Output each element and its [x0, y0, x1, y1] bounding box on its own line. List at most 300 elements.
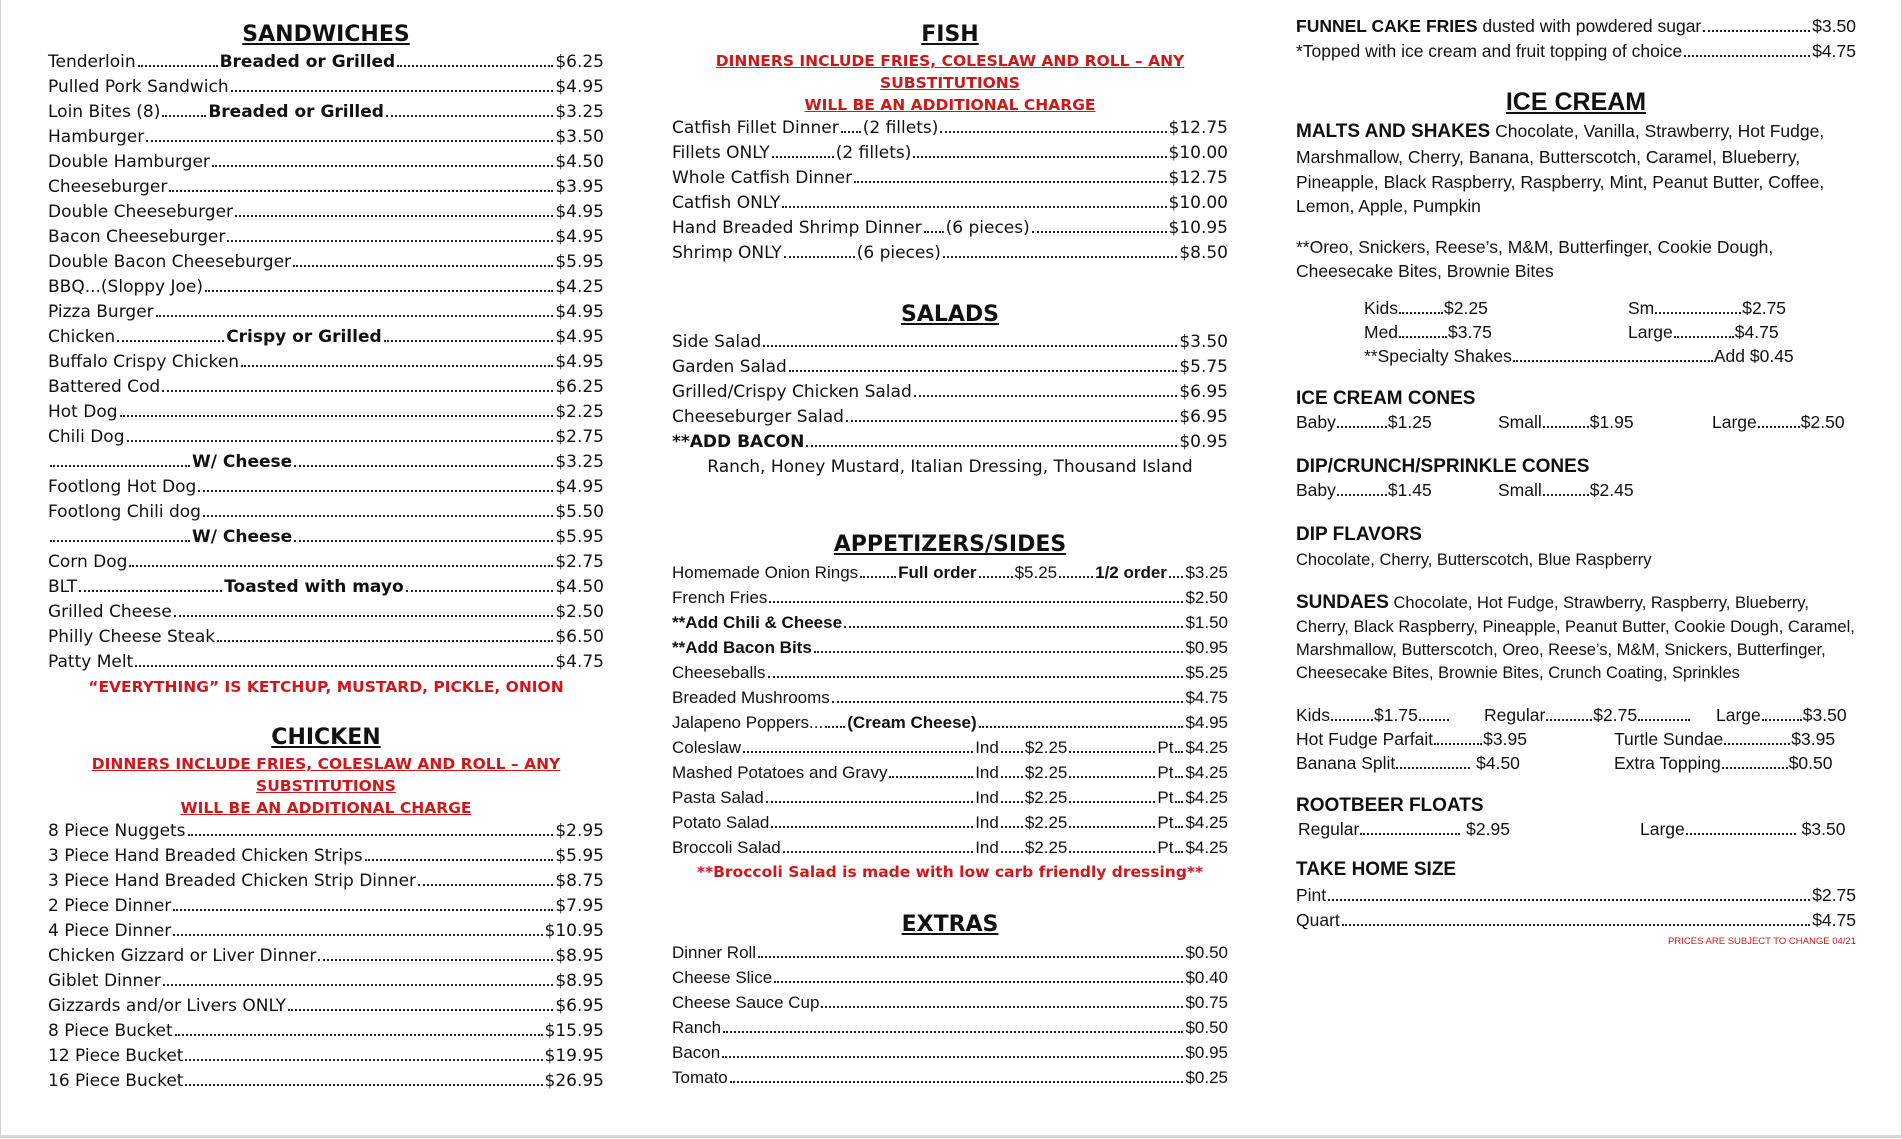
- sundae-large: [1716, 705, 1847, 726]
- item-price: $1.50: [1185, 613, 1228, 632]
- item-name: Chicken Gizzard or Liver Dinner: [48, 946, 317, 966]
- dip-cone-baby: [1296, 480, 1432, 501]
- side-name: Pasta Salad: [672, 788, 764, 807]
- item-price: $4.95: [555, 202, 604, 222]
- sandwich-row: [48, 400, 604, 425]
- shake-prices: [1296, 296, 1856, 372]
- item-price: $4.50: [555, 152, 604, 172]
- leader: [162, 115, 206, 117]
- item-name: Catfish Fillet Dinner: [672, 118, 839, 138]
- broccoli-note: **Broccoli Salad is made with low carb friendly dressing**: [696, 863, 1204, 881]
- item-name: Grilled/Crispy Chicken Salad: [672, 382, 912, 402]
- item-price: $6.95: [555, 996, 604, 1016]
- item-name: Cheese Sauce Cup: [672, 993, 820, 1012]
- leader: [1175, 826, 1183, 828]
- appetizer-row: [672, 710, 1228, 735]
- leader: [889, 776, 973, 778]
- sundaes-flavors: Chocolate, Hot Fudge, Strawberry, Raspberry, Blueberry, Cherry, Black Raspberry, Pineapple, Peanut Butter, Cookie Dough, Caramel, Marshmallow, Butterscotch, Oreo, Reese’s, M&M, Snickers, Butterfinger, Cheesecake Bites, Brownie Bites, Crunch Coating, Sprinkles: [1296, 594, 1855, 682]
- item-name: Gizzards and/or Livers ONLY: [48, 996, 287, 1016]
- leader: [1175, 801, 1183, 803]
- item-name: Cheese Slice: [672, 968, 773, 987]
- appetizer-row: [672, 610, 1228, 635]
- item-name: **Add Bacon Bits: [672, 638, 812, 657]
- leader: [175, 1034, 543, 1036]
- fish-row: [672, 166, 1228, 191]
- leader: [212, 165, 553, 167]
- item-name: Ranch: [672, 1018, 722, 1037]
- side-pt-label: Pt: [1157, 813, 1174, 832]
- leader: [914, 395, 1178, 397]
- item-name: 8 Piece Bucket: [48, 1021, 173, 1041]
- shake-kids-label: Kids: [1364, 297, 1399, 318]
- leader: [913, 156, 1166, 158]
- float-large: [1640, 819, 1845, 840]
- side-ind-label: Ind: [975, 813, 999, 832]
- item-name: Chicken: [48, 327, 116, 347]
- item-price: $5.95: [555, 846, 604, 866]
- side-pt-price: $4.25: [1185, 763, 1228, 782]
- item-name: Philly Cheese Steak: [48, 627, 216, 647]
- side-name: Mashed Potatoes and Gravy: [672, 763, 888, 782]
- cones-title: ICE CREAM CONES: [1296, 387, 1476, 409]
- sundae-turtle: [1614, 729, 1835, 750]
- item-name: Cheeseburger Salad: [672, 407, 844, 427]
- fish-row: [672, 141, 1228, 166]
- leader: [846, 420, 1177, 422]
- item-price: $5.95: [555, 252, 604, 272]
- extra-row: [672, 1015, 1228, 1040]
- cone-large-price: $2.50: [1800, 411, 1845, 432]
- item-name: Bacon Cheeseburger: [48, 227, 226, 247]
- funnel-cake-row: [1296, 14, 1856, 39]
- salad-row: [672, 430, 1228, 455]
- price-change-footnote: PRICES ARE SUBJECT TO CHANGE 04/21: [1668, 936, 1856, 947]
- leader: [1328, 899, 1810, 901]
- sandwich-row: [48, 350, 604, 375]
- salad-list: [672, 330, 1228, 455]
- leader: [406, 590, 554, 592]
- item-name: Double Cheeseburger: [48, 202, 234, 222]
- side-pt-price: $4.25: [1185, 738, 1228, 757]
- item-price: $3.25: [555, 452, 604, 472]
- item-price: $10.95: [1168, 218, 1228, 238]
- sandwich-row: [48, 225, 604, 250]
- shake-kids: [1364, 296, 1488, 321]
- funnel-cake-desc: dusted with powdered sugar: [1482, 16, 1702, 36]
- leader: [1175, 751, 1183, 753]
- leader: [844, 626, 1183, 628]
- column-left: [48, 20, 604, 1094]
- item-name: Jalapeno Poppers...: [672, 713, 824, 732]
- leader: [1175, 776, 1183, 778]
- leader: [231, 90, 554, 92]
- sundae-large-price: $3.50: [1802, 705, 1847, 725]
- item-price: $0.95: [1179, 432, 1228, 452]
- malts-shakes: [1296, 119, 1856, 219]
- item-price: $5.95: [555, 527, 604, 547]
- chicken-row: [48, 869, 604, 894]
- extra-row: [672, 1065, 1228, 1090]
- item-name: Cheeseballs: [672, 663, 766, 682]
- cone-baby: [1296, 412, 1432, 433]
- take-home-pint: [1296, 883, 1856, 908]
- side-ind-price: $2.25: [1024, 813, 1068, 832]
- chicken-row: [48, 1019, 604, 1044]
- sandwich-list: [48, 50, 604, 675]
- leader: [1337, 426, 1387, 428]
- leader: [771, 826, 973, 828]
- salad-row: [672, 330, 1228, 355]
- leader: [217, 640, 553, 642]
- sandwich-row: [48, 450, 604, 475]
- item-option: W/ Cheese: [192, 527, 293, 547]
- leader: [768, 676, 1184, 678]
- onion-rings-name: Homemade Onion Rings: [672, 563, 859, 582]
- shake-large-price: $4.75: [1734, 321, 1779, 342]
- salad-row: [672, 355, 1228, 380]
- take-home-title: TAKE HOME SIZE: [1296, 859, 1457, 880]
- item-option: Breaded or Grilled: [208, 102, 384, 122]
- shake-sm-price: $2.75: [1742, 297, 1787, 318]
- shake-large: [1628, 320, 1779, 345]
- sundae-kids: [1296, 705, 1450, 726]
- leader: [1001, 776, 1023, 778]
- item-price: $2.50: [555, 602, 604, 622]
- item-name: Tenderloin: [48, 52, 136, 72]
- leader: [774, 981, 1183, 983]
- chicken-row: [48, 1044, 604, 1069]
- shake-med-label: Med: [1364, 321, 1399, 342]
- chicken-row: [48, 894, 604, 919]
- item-name: Pulled Pork Sandwich: [48, 77, 229, 97]
- shake-sm-label: Sm: [1628, 297, 1655, 318]
- salad-row: [672, 405, 1228, 430]
- chicken-note-line1: DINNERS INCLUDE FRIES, COLESLAW AND ROLL – ANY SUBSTITUTIONS: [91, 755, 561, 795]
- leader: [1069, 826, 1155, 828]
- side-pt-label: Pt: [1157, 838, 1174, 857]
- item-price: $6.95: [1179, 382, 1228, 402]
- sundae-split: [1296, 753, 1520, 774]
- leader: [789, 370, 1177, 372]
- item-name: Tomato: [672, 1068, 728, 1087]
- onion-half-price: $3.25: [1185, 563, 1228, 582]
- item-price: $5.75: [1179, 357, 1228, 377]
- take-home-quart: [1296, 908, 1856, 933]
- leader: [854, 181, 1166, 183]
- shake-med: [1364, 320, 1492, 345]
- float-large-label: Large: [1640, 819, 1685, 839]
- sandwich-row: [48, 425, 604, 450]
- side-row: [672, 735, 1228, 760]
- item-price: $2.25: [555, 402, 604, 422]
- leader: [120, 415, 554, 417]
- sandwich-row: [48, 625, 604, 650]
- side-name: Coleslaw: [672, 738, 741, 757]
- leader: [1169, 576, 1184, 578]
- item-name: French Fries: [672, 588, 768, 607]
- leader: [1069, 751, 1155, 753]
- onion-full-price: $5.25: [1014, 563, 1058, 582]
- cone-baby-label: Baby: [1296, 411, 1336, 432]
- leader: [1674, 336, 1734, 338]
- leader: [821, 1006, 1183, 1008]
- leader: [185, 1059, 542, 1061]
- leader: [782, 206, 1166, 208]
- leader: [288, 1009, 553, 1011]
- sandwich-row: [48, 500, 604, 525]
- fish-note-line2: WILL BE AN ADDITIONAL CHARGE: [804, 96, 1096, 114]
- leader: [1399, 336, 1447, 338]
- sundae-split-price: $4.50: [1476, 753, 1520, 773]
- item-name: Battered Cod: [48, 377, 161, 397]
- side-ind-price: $2.25: [1024, 788, 1068, 807]
- chicken-row: [48, 1069, 604, 1094]
- fish-title: FISH: [921, 22, 979, 47]
- leader: [294, 465, 553, 467]
- leader: [173, 934, 542, 936]
- side-pt-label: Pt: [1157, 763, 1174, 782]
- item-price: $4.95: [555, 352, 604, 372]
- leader: [766, 801, 974, 803]
- dip-cones-title: DIP/CRUNCH/SPRINKLE CONES: [1296, 455, 1590, 477]
- side-row: [672, 785, 1228, 810]
- leader: [769, 601, 1183, 603]
- side-pt-price: $4.25: [1185, 788, 1228, 807]
- item-name: BLT: [48, 577, 78, 597]
- item-name: Footlong Chili dog: [48, 502, 201, 522]
- item-price: $5.50: [555, 502, 604, 522]
- leader: [825, 726, 845, 728]
- appetizer-row: [672, 635, 1228, 660]
- item-name: 16 Piece Bucket: [48, 1071, 184, 1091]
- item-option: (6 pieces): [945, 218, 1030, 238]
- sandwich-row: [48, 550, 604, 575]
- sandwiches-note: “EVERYTHING” IS KETCHUP, MUSTARD, PICKLE, ONION: [88, 678, 564, 696]
- side-pt-price: $4.25: [1185, 813, 1228, 832]
- item-price: $10.95: [544, 921, 604, 941]
- shake-med-price: $3.75: [1448, 321, 1492, 342]
- item-name: Grilled Cheese: [48, 602, 172, 622]
- quart-price: $4.75: [1812, 909, 1856, 930]
- leader: [1001, 751, 1023, 753]
- funnel-topped-text: *Topped with ice cream and fruit topping of choice: [1296, 40, 1683, 61]
- side-ind-label: Ind: [975, 788, 999, 807]
- sundae-kids-price: $1.75: [1374, 705, 1418, 725]
- side-pt-label: Pt: [1157, 738, 1174, 757]
- sandwich-row: [48, 150, 604, 175]
- leader: [156, 315, 554, 317]
- leader: [723, 1031, 1183, 1033]
- item-name: Breaded Mushrooms: [672, 688, 830, 707]
- item-option: (Cream Cheese): [847, 713, 977, 732]
- item-price: $0.95: [1185, 1043, 1228, 1062]
- dip-cones-prices: [1296, 480, 1856, 506]
- chicken-list: [48, 819, 604, 1094]
- item-name: Pizza Burger: [48, 302, 154, 322]
- leader: [138, 65, 218, 67]
- leader: [1360, 833, 1460, 835]
- dip-cone-small-price: $2.45: [1589, 479, 1634, 500]
- item-price: $4.95: [555, 327, 604, 347]
- sandwich-row: [48, 600, 604, 625]
- item-price: $8.50: [1179, 243, 1228, 263]
- leader: [832, 701, 1184, 703]
- leader: [117, 340, 224, 342]
- item-price: $4.25: [555, 277, 604, 297]
- leader: [79, 590, 222, 592]
- extras-list: [672, 940, 1228, 1090]
- fish-list: [672, 116, 1228, 266]
- leader: [1762, 719, 1802, 721]
- chicken-row: [48, 919, 604, 944]
- column-middle: [672, 20, 1228, 1090]
- onion-half-label: 1/2 order: [1095, 563, 1167, 582]
- side-pt-label: Pt: [1157, 788, 1174, 807]
- chicken-row: [48, 994, 604, 1019]
- sundae-regular: [1484, 705, 1691, 726]
- item-price: $4.50: [555, 577, 604, 597]
- leader: [203, 515, 553, 517]
- side-name: Broccoli Salad: [672, 838, 781, 857]
- item-option: (2 fillets): [862, 118, 939, 138]
- item-name: Hot Dog: [48, 402, 118, 422]
- leader: [1001, 851, 1023, 853]
- item-price: $0.50: [1185, 1018, 1228, 1037]
- leader: [979, 726, 1184, 728]
- leader: [1069, 801, 1155, 803]
- side-row: [672, 835, 1228, 860]
- item-name: Double Hamburger: [48, 152, 210, 172]
- sundae-topping-label: Extra Topping: [1614, 753, 1721, 773]
- onion-rings-row: [672, 560, 1228, 585]
- side-ind-label: Ind: [975, 738, 999, 757]
- leader: [293, 265, 553, 267]
- item-price: $3.95: [555, 177, 604, 197]
- leader: [127, 440, 554, 442]
- leader: [1331, 719, 1373, 721]
- item-price: $6.25: [555, 377, 604, 397]
- leader: [50, 465, 190, 467]
- item-price: $8.95: [555, 946, 604, 966]
- sandwich-row: [48, 650, 604, 675]
- appetizer-row: [672, 585, 1228, 610]
- item-price: $26.95: [544, 1071, 604, 1091]
- leader: [1342, 924, 1810, 926]
- chicken-row: [48, 844, 604, 869]
- sundae-split-label: Banana Split: [1296, 753, 1396, 773]
- dip-cone-baby-label: Baby: [1296, 479, 1336, 500]
- leader: [1638, 719, 1690, 721]
- extra-row: [672, 990, 1228, 1015]
- leader: [1758, 426, 1800, 428]
- column-right: [1296, 14, 1856, 947]
- sundae-parfait-label: Hot Fudge Parfait: [1296, 729, 1434, 749]
- item-name: Catfish ONLY: [672, 193, 781, 213]
- sundae-topping-price: $0.50: [1788, 753, 1833, 773]
- leader: [979, 576, 1013, 578]
- item-name: Loin Bites (8): [48, 102, 161, 122]
- float-large-price: $3.50: [1801, 819, 1846, 839]
- leader: [814, 651, 1184, 653]
- sandwich-row: [48, 75, 604, 100]
- leader: [365, 859, 554, 861]
- item-option: Toasted with mayo: [224, 577, 404, 597]
- leader: [205, 290, 553, 292]
- item-price: $0.95: [1185, 638, 1228, 657]
- item-price: $0.40: [1185, 968, 1228, 987]
- side-name: Potato Salad: [672, 813, 770, 832]
- sandwich-row: [48, 175, 604, 200]
- float-regular: [1298, 819, 1510, 840]
- item-name: 4 Piece Dinner: [48, 921, 172, 941]
- side-row: [672, 760, 1228, 785]
- leader: [772, 156, 834, 158]
- item-price: $2.75: [555, 427, 604, 447]
- leader: [722, 1056, 1183, 1058]
- malts-head: MALTS AND SHAKES: [1296, 121, 1491, 142]
- cone-small-label: Small: [1498, 411, 1542, 432]
- floats-title: ROOTBEER FLOATS: [1296, 795, 1484, 816]
- leader: [146, 140, 553, 142]
- side-list: [672, 735, 1228, 860]
- leader: [1069, 776, 1155, 778]
- item-name: Bacon: [672, 1043, 721, 1062]
- side-pt-price: $4.25: [1185, 838, 1228, 857]
- sundae-topping: [1614, 753, 1833, 774]
- leader: [943, 256, 1177, 258]
- fish-row: [672, 216, 1228, 241]
- item-price: $8.75: [555, 871, 604, 891]
- funnel-cake-name: FUNNEL CAKE FRIES: [1296, 16, 1478, 36]
- item-price: $4.75: [1185, 688, 1228, 707]
- leader: [860, 576, 896, 578]
- chicken-row: [48, 819, 604, 844]
- item-name: 8 Piece Nuggets: [48, 821, 186, 841]
- item-price: $6.25: [555, 52, 604, 72]
- appetizer-row: [672, 685, 1228, 710]
- float-regular-price: $2.95: [1466, 819, 1510, 839]
- dip-cone-baby-price: $1.45: [1387, 479, 1432, 500]
- leader: [1543, 426, 1589, 428]
- item-price: $4.95: [555, 77, 604, 97]
- sundae-turtle-label: Turtle Sundae: [1614, 729, 1724, 749]
- leader: [384, 340, 554, 342]
- leader: [1001, 826, 1023, 828]
- leader: [784, 256, 855, 258]
- item-price: $15.95: [544, 1021, 604, 1041]
- leader: [1546, 719, 1592, 721]
- item-name: Giblet Dinner: [48, 971, 161, 991]
- shake-specialty: [1364, 344, 1794, 369]
- item-price: $5.25: [1185, 663, 1228, 682]
- extras-title: EXTRAS: [901, 912, 999, 937]
- item-price: $10.00: [1168, 193, 1228, 213]
- item-price: $0.25: [1185, 1068, 1228, 1087]
- cone-small-price: $1.95: [1589, 411, 1634, 432]
- leader: [730, 1081, 1184, 1083]
- sundae-regular-label: Regular: [1484, 705, 1546, 725]
- sundaes-head: SUNDAES: [1296, 592, 1389, 613]
- leader: [418, 884, 553, 886]
- item-price: $4.95: [555, 477, 604, 497]
- side-ind-label: Ind: [975, 838, 999, 857]
- malts-flavors: Chocolate, Vanilla, Strawberry, Hot Fudge, Marshmallow, Cherry, Banana, Butterscotch, Caramel, Blueberry, Pineapple, Black Raspberry, Raspberry, Mint, Peanut Butter, Coffee, Lemon, Apple, Pumpkin: [1296, 121, 1825, 216]
- item-name: Double Bacon Cheeseburger: [48, 252, 292, 272]
- pint-label: Pint: [1296, 885, 1327, 905]
- shake-specialty-label: **Specialty Shakes: [1364, 345, 1512, 366]
- leader: [763, 345, 1177, 347]
- leader: [1513, 360, 1713, 362]
